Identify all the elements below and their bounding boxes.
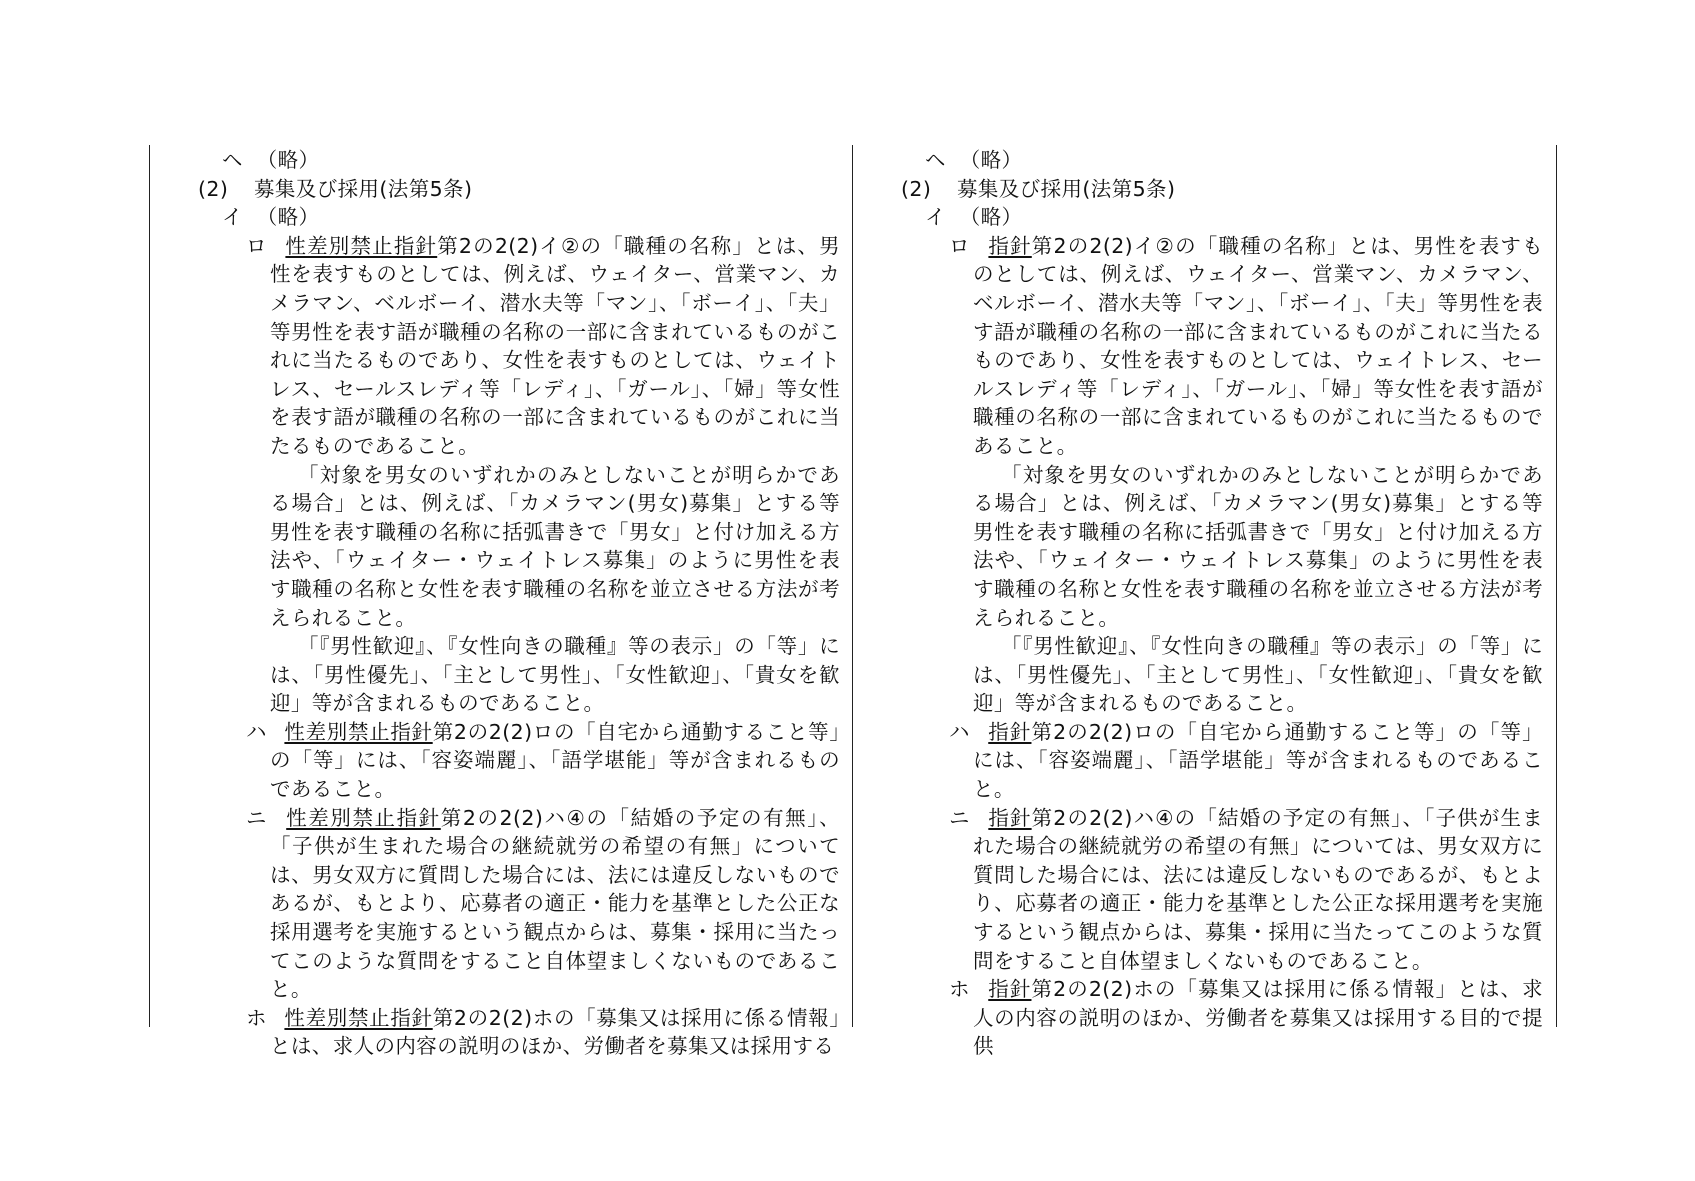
item-ro	[222, 232, 840, 461]
guideline-name: 性差別禁止指針	[286, 805, 441, 830]
item-ni	[222, 804, 840, 1004]
section-heading	[198, 175, 840, 204]
item-body: 第2の2(2)イ②の「職種の名称」とは、男性を表すものとしては、例えば、ウェイター、営業マン、カメラマン、ベルボーイ、潜水夫等「マン」、「ボーイ」、「夫」等男性を表す語が職種の名称の一部に含まれているものがこれに当たるものであり、女性を表すものとしては、ウェイトレス、セールスレディ等「レディ」、「ガール」、「婦」等女性を表す語が職種の名称の一部に含まれているものがこれに当たるものであること。	[270, 233, 840, 458]
section-title: 募集及び採用(法第5条)	[957, 176, 1176, 201]
item-body: 第2の2(2)イ②の「職種の名称」とは、男性を表すものとしては、例えば、ウェイター、営業マン、カメラマン、ベルボーイ、潜水夫等「マン」、「ボーイ」、「夫」等男性を表す語が職種の名称の一部に含まれているものがこれに当たるものであり、女性を表すものとしては、ウェイトレス、セールスレディ等「レディ」、「ガール」、「婦」等女性を表す語が職種の名称の一部に含まれているものがこれに当たるものであること。	[973, 233, 1543, 458]
item-body: 第2の2(2)ホの「募集又は採用に係る情報」とは、求人の内容の説明のほか、労働者を募集又は採用する	[270, 1005, 840, 1059]
center-divider-line	[852, 145, 853, 1027]
section-number: (2)	[198, 176, 229, 201]
item-ro-paragraph-3: 「『男性歓迎』、『女性向きの職種』等の表示」の「等」には、「男性優先」、「主として男性」、「女性歓迎」、「貴女を歓迎」等が含まれるものであること。	[270, 634, 840, 716]
item-text: （略）	[959, 205, 1023, 230]
guideline-name: 性差別禁止指針	[285, 233, 438, 258]
item-i	[901, 203, 1543, 232]
item-i	[198, 203, 840, 232]
item-marker: ロ	[949, 233, 970, 258]
item-body: 第2の2(2)ホの「募集又は採用に係る情報」とは、求人の内容の説明のほか、労働者を募集又は採用する目的で提供	[973, 977, 1543, 1059]
right-border-line	[1556, 145, 1557, 1027]
item-marker: ホ	[949, 977, 970, 1002]
guideline-name: 指針	[988, 805, 1032, 830]
item-marker: ヘ	[925, 148, 946, 172]
item-marker: ハ	[949, 719, 970, 744]
item-marker: ホ	[246, 1005, 267, 1030]
item-body: 第2の2(2)ハ④の「結婚の予定の有無」、「子供が生まれた場合の継続就労の希望の有無」については、男女双方に質問した場合には、法には違反しないものであるが、もとより、応募者の適正・能力を基準とした公正な採用選考を実施するという観点からは、募集・採用に当たってこのような質問をすること自体望ましくないものであること。	[973, 805, 1543, 973]
item-text: （略）	[256, 148, 320, 172]
item-marker: イ	[222, 205, 243, 230]
left-border-line	[149, 145, 150, 1027]
item-body: 第2の2(2)ロの「自宅から通勤すること等」の「等」には、「容姿端麗」、「語学堪能」等が含まれるものであること。	[270, 719, 840, 802]
guideline-name: 性差別禁止指針	[284, 1005, 433, 1030]
item-ho	[222, 1004, 840, 1061]
item-ha	[222, 718, 840, 804]
item-he	[198, 146, 840, 175]
guideline-name: 指針	[988, 977, 1032, 1002]
item-ro-paragraph-2: 「対象を男女のいずれかのみとしないことが明らかである場合」とは、例えば、「カメラマン(男女)募集」とする等男性を表す職種の名称に括弧書きで「男女」と付け加える方法や、「ウェイター・ウェイトレス募集」のように男性を表す職種の名称と女性を表す職種の名称を並立させる方法が考えられること。	[973, 462, 1543, 630]
item-body: 第2の2(2)ロの「自宅から通勤すること等」の「等」には、「容姿端麗」、「語学堪能」等が含まれるものであること。	[973, 719, 1543, 802]
item-text: （略）	[959, 148, 1023, 172]
guideline-name: 指針	[988, 719, 1032, 744]
item-marker: ヘ	[222, 148, 243, 172]
item-ro	[925, 232, 1543, 461]
section-number: (2)	[901, 176, 932, 201]
section-heading	[901, 175, 1543, 204]
item-ha	[925, 718, 1543, 804]
item-marker: ハ	[246, 719, 267, 744]
item-marker: ニ	[949, 805, 970, 830]
item-text: （略）	[256, 205, 320, 230]
guideline-name: 性差別禁止指針	[284, 719, 433, 744]
guideline-name: 指針	[988, 233, 1032, 258]
left-column	[198, 146, 840, 1061]
item-ro-paragraph-3: 「『男性歓迎』、『女性向きの職種』等の表示」の「等」には、「男性優先」、「主として男性」、「女性歓迎」、「貴女を歓迎」等が含まれるものであること。	[973, 634, 1543, 716]
right-column	[901, 146, 1543, 1061]
item-marker: ロ	[246, 233, 267, 258]
section-title: 募集及び採用(法第5条)	[254, 176, 473, 201]
item-he	[901, 146, 1543, 175]
item-ho	[925, 975, 1543, 1061]
item-ni	[925, 804, 1543, 976]
item-marker: ニ	[246, 805, 267, 830]
item-ro-paragraph-2: 「対象を男女のいずれかのみとしないことが明らかである場合」とは、例えば、「カメラマン(男女)募集」とする等男性を表す職種の名称に括弧書きで「男女」と付け加える方法や、「ウェイター・ウェイトレス募集」のように男性を表す職種の名称と女性を表す職種の名称を並立させる方法が考えられること。	[270, 462, 840, 630]
item-marker: イ	[925, 205, 946, 230]
item-body: 第2の2(2)ハ④の「結婚の予定の有無」、「子供が生まれた場合の継続就労の希望の有無」については、男女双方に質問した場合には、法には違反しないものであるが、もとより、応募者の適正・能力を基準とした公正な採用選考を実施するという観点からは、募集・採用に当たってこのような質問をすること自体望ましくないものであること。	[270, 805, 840, 1002]
